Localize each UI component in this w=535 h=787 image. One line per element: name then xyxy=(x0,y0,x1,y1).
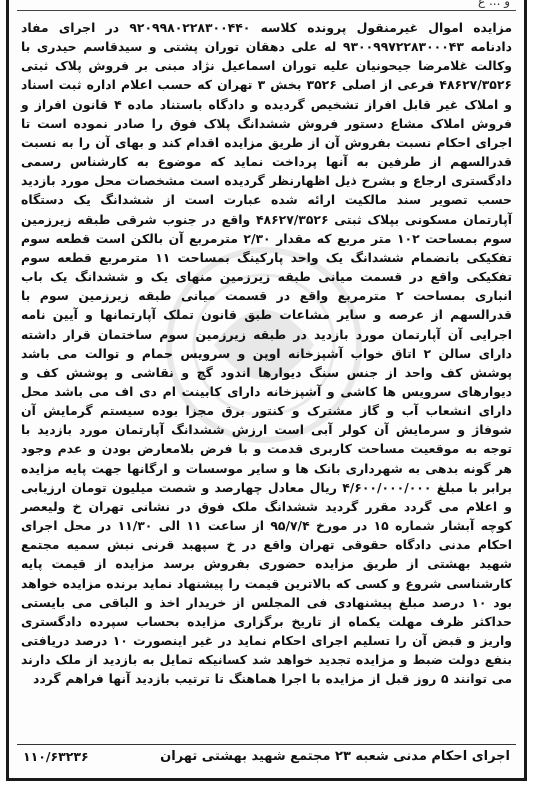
notice-frame xyxy=(6,0,527,781)
footer-issuer: اجرای احکام مدنی شعبه ۲۳ مجتمع شهید بهشتی تهران xyxy=(160,749,510,764)
header-partial-text: و ... ع xyxy=(477,0,510,8)
footer-code: ۱۱۰/۶۳۲۳۶ xyxy=(23,749,89,764)
header-divider xyxy=(17,10,516,11)
notice-body: مزایده اموال غیرمنقول پرونده کلاسه ۹۲۰۹۹۸۰۲۲۸۳۰۰۴۴۰ در اجرای مفاد دادنامه ۹۳۰۰۹۹۷۲۲۸۳۰۰۰۴۳ له علی دهقان توران پشتی و سیدقاسم حیدری با وکالت غلامرضا جیحونیان علیه توران اسماعیل نژاد مبنی بر فروش پلاک ثبتی ۴۸۶۲۷/۳۵۲۶ فرعی از اصلی ۳۵۲۶ بخش ۳ تهران که حسب اعلام اداره ثبت اسناد و املاک غیر قابل افراز تشخیص گردیده و دادگاه باستناد ماده ۴ قانون افراز و فروش املاک مشاع دستور فروش ششدانگ پلاک فوق را صادر نموده است تا اجرای احکام نسبت بفروش آن از طریق مزایده اقدام کند و بهای آن را به نسبت قدرالسهم از طرفین به آنها پرداخت نماید که موضوع به کارشناس رسمی دادگستری ارجاع و بشرح ذیل اظهارنظر گردیده است مشخصات محل مورد بازدید حسب تصویر سند مالکیت ارائه شده عبارت است از ششدانگ یک دستگاه آپارتمان مسکونی بپلاک ثبتی ۴۸۶۲۷/۳۵۲۶ واقع در جنوب شرقی طبقه زیرزمین سوم بمساحت ۱۰۲ متر مربع که مقدار ۲/۳۰ مترمربع آن بالکن است قطعه سوم تفکیکی بانضمام ششدانگ یک واحد پارکینگ بمساحت ۱۱ مترمربع قطعه سوم تفکیکی واقع در قسمت میانی طبقه زیرزمین منهای یک و ششدانگ یک باب انباری بمساحت ۲ مترمربع واقع در قسمت میانی طبقه زیرزمین سوم با قدرالسهم از عرصه و سایر مشاعات طبق قانون تملک آپارتمانها و آیین نامه اجرایی آن آپارتمان مورد بازدید در طبقه زیرزمین سوم ساختمان قرار داشته دارای سالن ۲ اتاق خواب آشپزخانه اوپن و سرویس حمام و توالت می باشد پوشش کف واحد از جنس سنگ دیوارها اندود گچ و نقاشی و پوشش کف و دیوارهای سرویس ها کاشی و آشپزخانه دارای کابینت ام دی اف می باشد محل دارای انشعاب آب و گاز مشترک و کنتور برق مجزا بوده سیستم گرمایش آن شوفاژ و سرمایش آن کولر آبی است ارزش ششدانگ آپارتمان مورد بازدید با توجه به موقعیت مساحت کاربری قدمت و با فرض بلامعارض بودن و عدم وجود هر گونه بدهی به شهرداری بانک ها و سایر موسسات و ارگانها جهت پایه مزایده برابر با مبلغ ۴/۶۰۰/۰۰۰/۰۰۰ ریال معادل چهارصد و شصت میلیون تومان ارزیابی و اعلام می گردد مقرر گردید ششدانگ ملک فوق در نشانی تهران خ ولیعصر کوچه آبشار شماره ۱۵ در مورخ ۹۵/۷/۴ از ساعت ۱۱ الی ۱۱/۳۰ در محل اجرای احکام مدنی دادگاه حقوقی تهران واقع در خ سپهبد قرنی نبش سمیه مجتمع شهید بهشتی از طریق مزایده حضوری بفروش برسد مزایده از قیمت پایه کارشناسی شروع و کسی که بالاترین قیمت را پیشنهاد نماید برنده مزایده خواهد بود ۱۰ درصد مبلغ پیشنهادی فی المجلس از خریدار اخذ و الباقی می بایستی حداکثر ظرف مهلت یکماه از تاریخ برگزاری مزایده بحساب سپرده دادگستری واریز و قبض آن را تسلیم اجرای احکام نماید در غیر اینصورت ۱۰ درصد دریافتی بنفع دولت ضبط و مزایده تجدید خواهد شد کسانیکه تمایل به بازدید از ملک دارند می توانند ۵ روز قبل از مزایده با اجرا هماهنگ تا ترتیب بازدید آنها فراهم گردد xyxy=(21,20,513,687)
notice-footer xyxy=(23,748,510,766)
footer-divider xyxy=(17,744,516,745)
